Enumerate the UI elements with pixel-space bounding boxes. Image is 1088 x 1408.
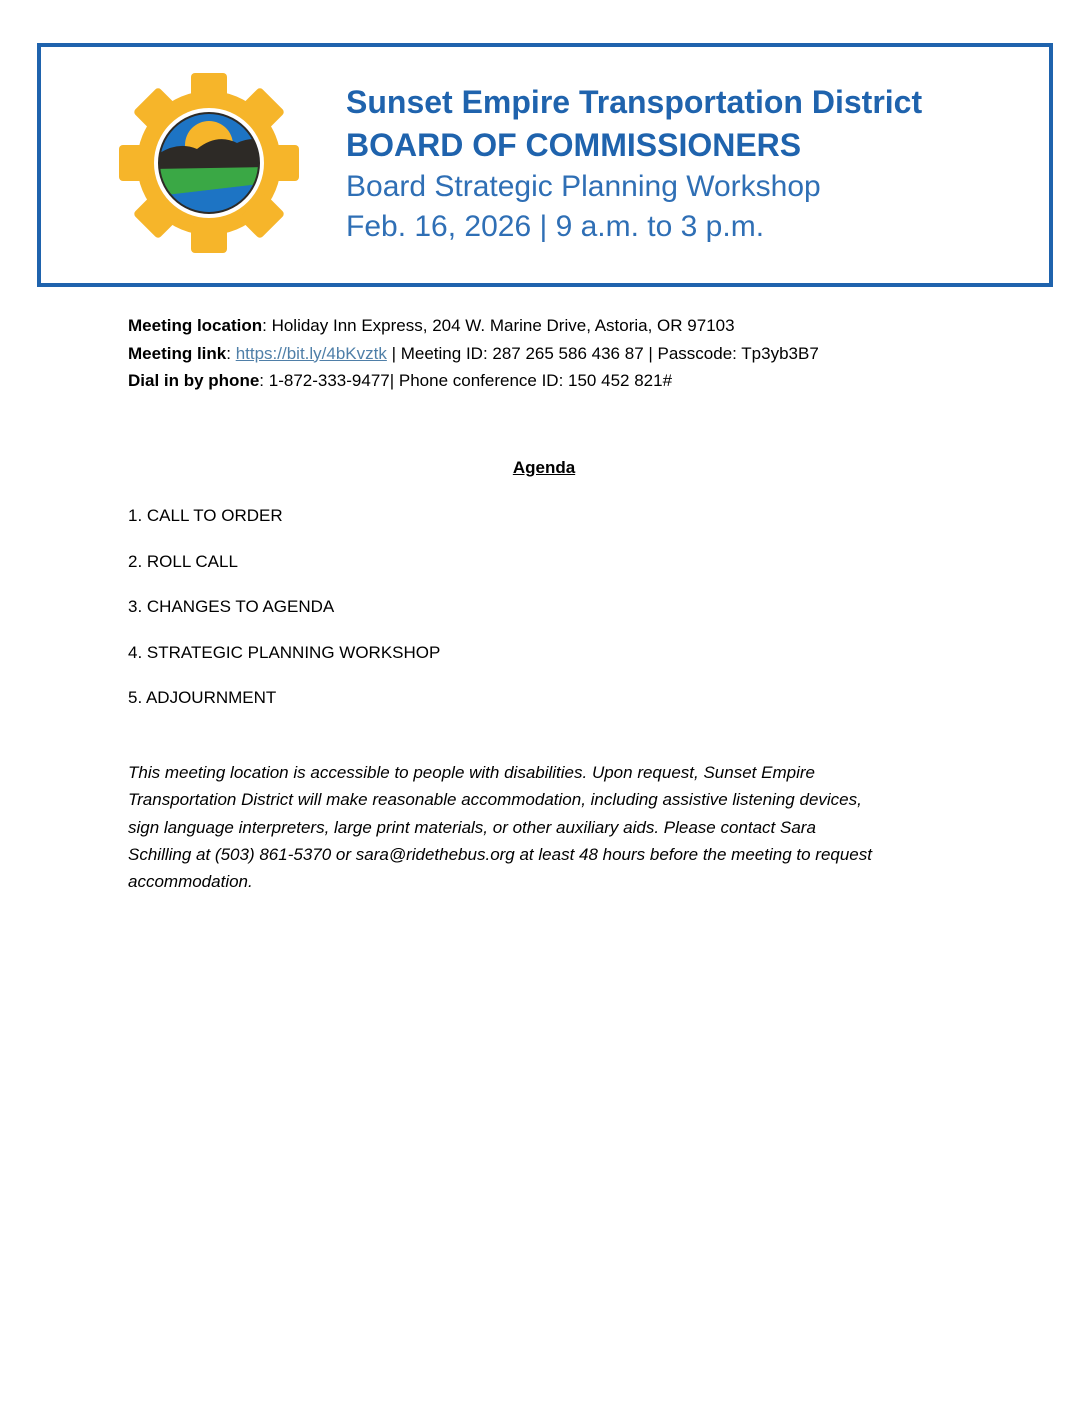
meeting-location-label: Meeting location	[128, 316, 263, 335]
accessibility-notice	[128, 759, 968, 895]
meeting-location-value: : Holiday Inn Express, 204 W. Marine Drive, Astoria, OR 97103	[262, 316, 735, 335]
meeting-info	[128, 312, 819, 395]
dial-in-value: : 1-872-333-9477| Phone conference ID: 150 452 821#	[259, 371, 673, 390]
notice-line: sign language interpreters, large print materials, or other auxiliary aids. Please contact Sara	[128, 817, 816, 837]
gear-sun-mountains-logo-icon	[119, 73, 299, 253]
agenda-item: 3. CHANGES TO AGENDA	[128, 597, 335, 616]
notice-line: This meeting location is accessible to people with disabilities. Upon request, Sunset Empire	[128, 763, 815, 782]
event-date-time: Feb. 16, 2026 | 9 a.m. to 3 p.m.	[346, 210, 765, 243]
meeting-location-row	[128, 312, 819, 340]
agenda-item: 4. STRATEGIC PLANNING WORKSHOP	[128, 642, 441, 662]
meeting-link[interactable]: https://bit.ly/4bKvztk	[235, 343, 387, 363]
agenda-list	[128, 505, 440, 733]
meeting-link-separator: :	[226, 343, 236, 363]
meeting-link-row	[128, 340, 819, 368]
organization-title: Sunset Empire Transportation District	[346, 84, 923, 120]
header-banner	[37, 43, 1053, 287]
agenda-item: 5. ADJOURNMENT	[128, 688, 277, 707]
agenda-item: 1. CALL TO ORDER	[128, 506, 283, 525]
board-title: BOARD OF COMMISSIONERS	[346, 127, 802, 163]
header-titles	[346, 81, 922, 247]
notice-line: Transportation District will make reasonable accommodation, including assistive listening devices,	[128, 790, 862, 810]
meeting-id-passcode: | Meeting ID: 287 265 586 436 87 | Passcode: Tp3yb3B7	[386, 343, 819, 363]
event-title: Board Strategic Planning Workshop	[346, 170, 821, 203]
agenda-heading: Agenda	[512, 458, 576, 477]
dial-in-label: Dial in by phone	[128, 371, 260, 390]
agenda-item: 2. ROLL CALL	[128, 551, 238, 571]
meeting-link-label: Meeting link	[128, 343, 227, 363]
dial-in-row	[128, 367, 819, 395]
notice-line: accommodation.	[128, 872, 253, 892]
notice-line: Schilling at (503) 861-5370 or sara@ridethebus.org at least 48 hours before the meeting to request	[128, 844, 872, 864]
